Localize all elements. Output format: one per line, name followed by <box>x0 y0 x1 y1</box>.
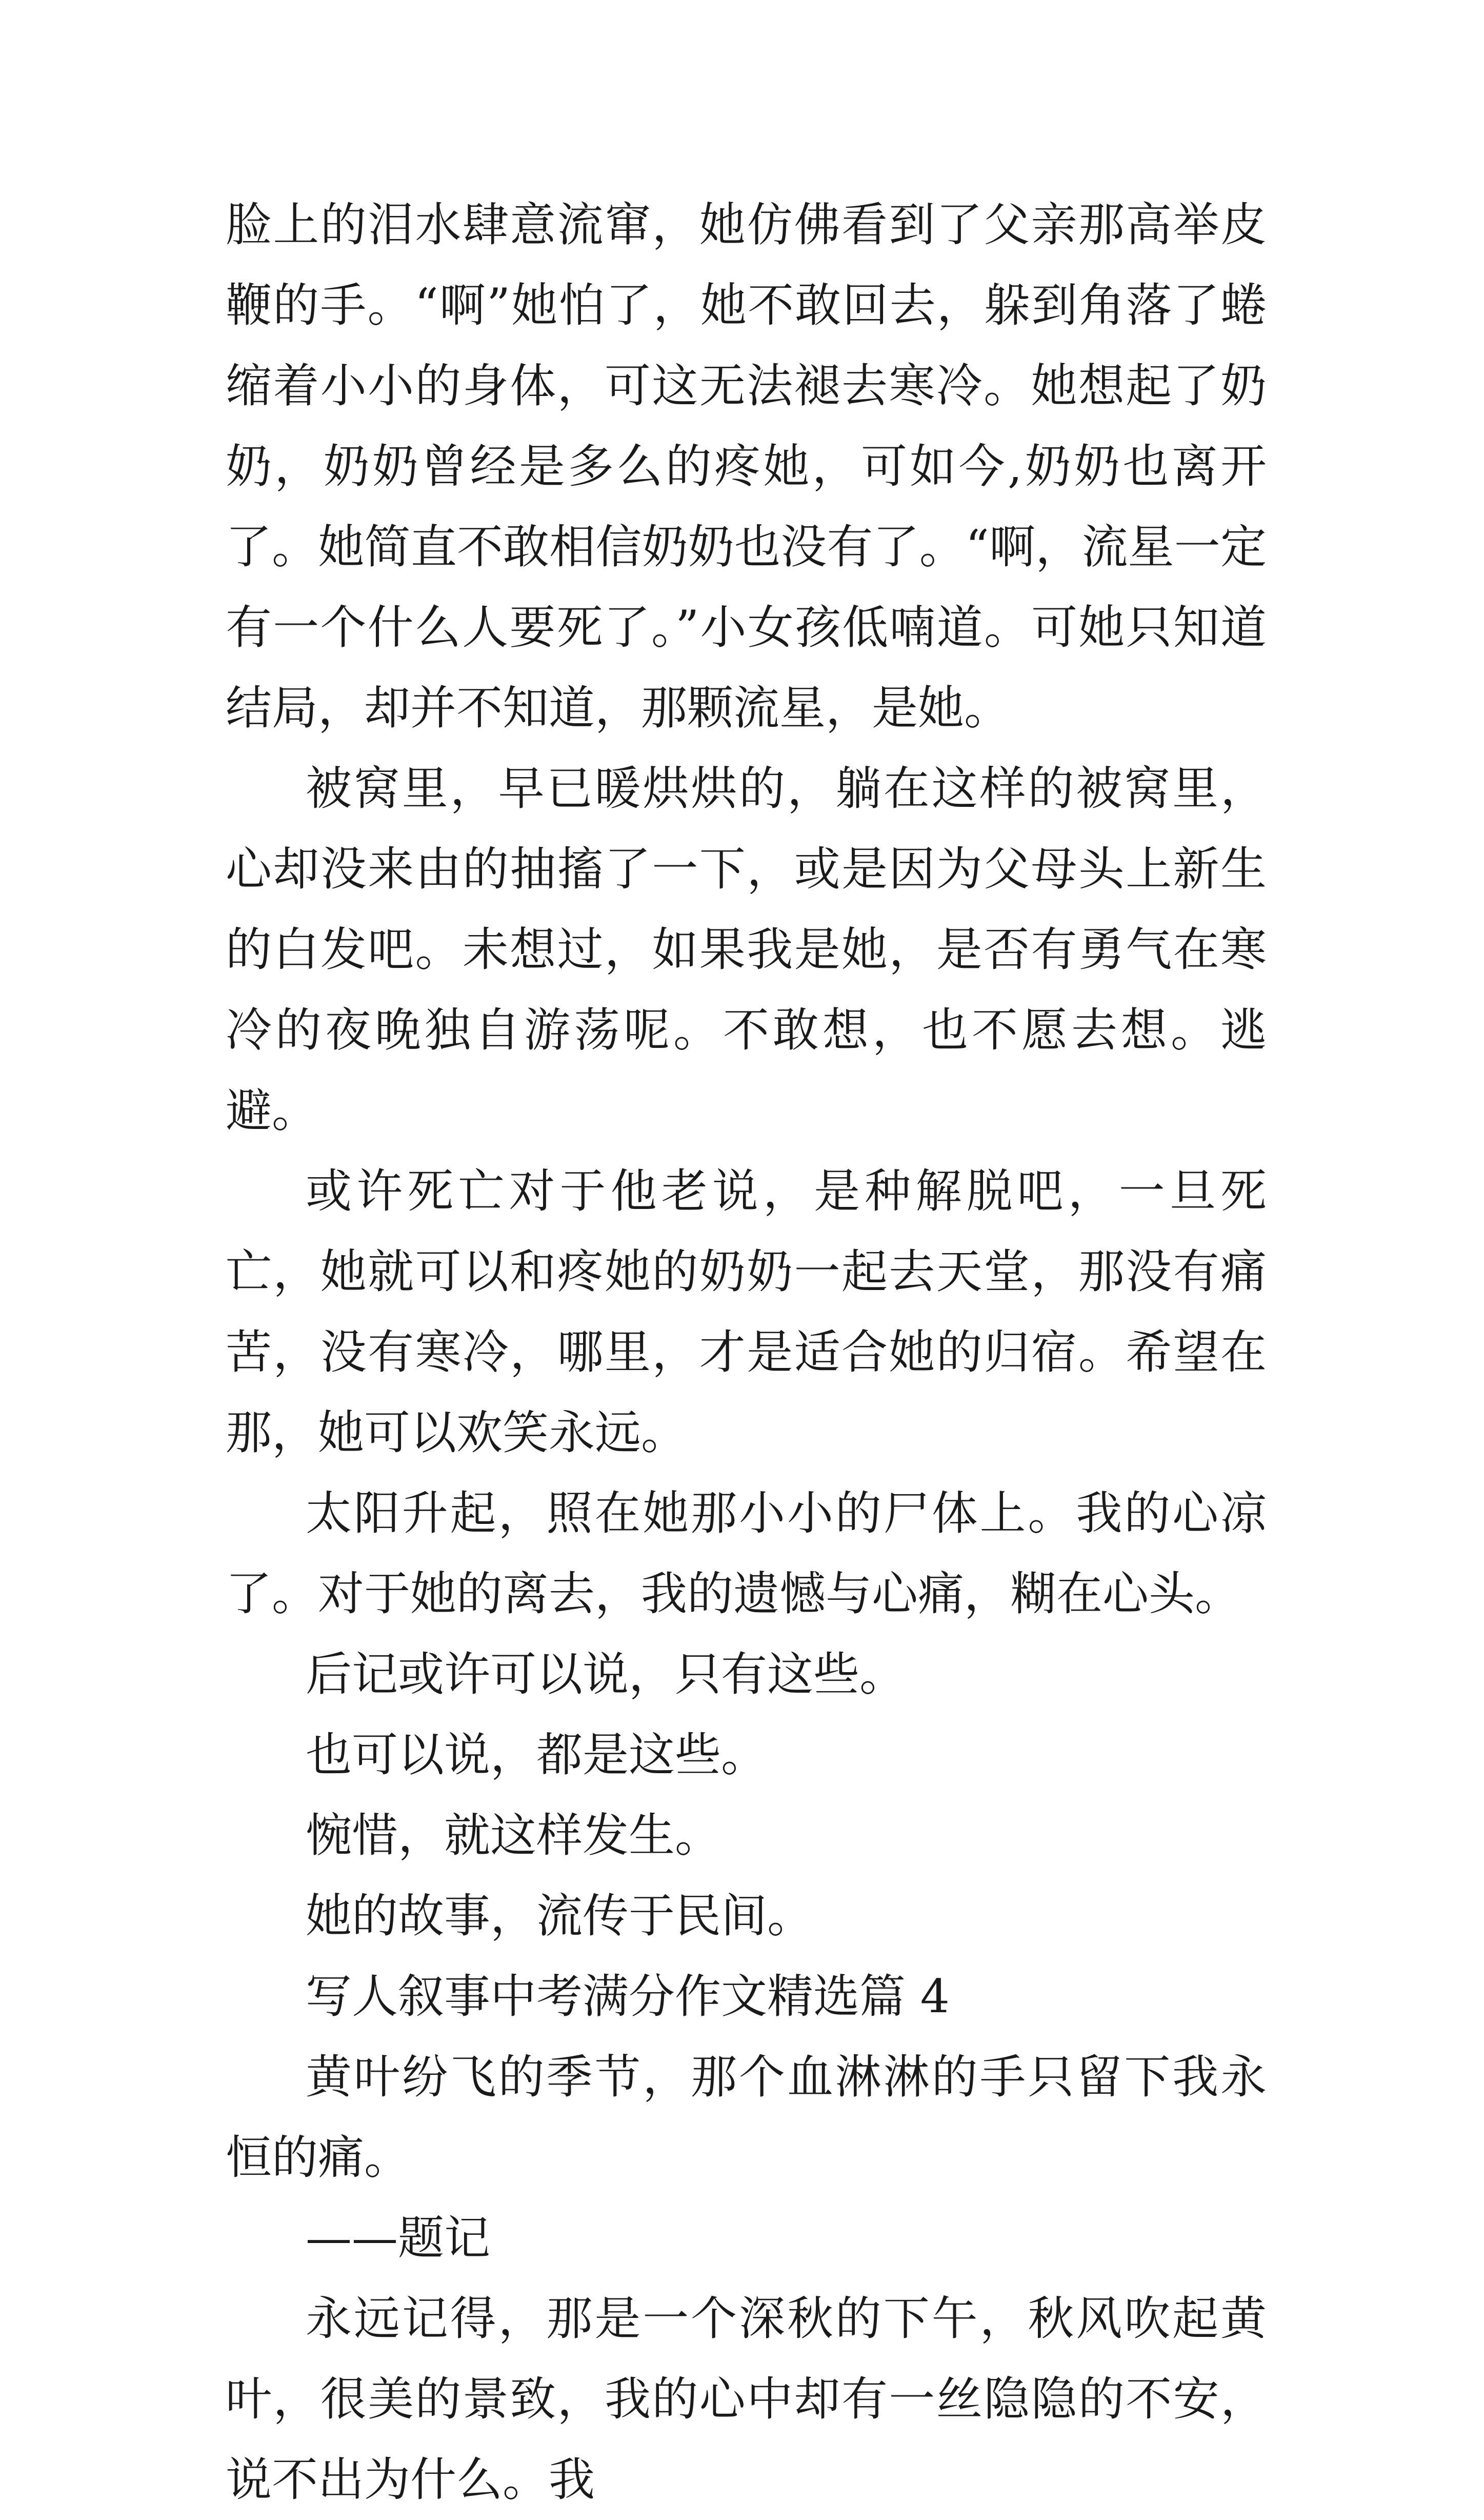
paragraph-6: 也可以说，都是这些。 <box>306 1728 767 1782</box>
paragraph-7: 惋惜，就这样发生。 <box>306 1809 721 1862</box>
paragraph-3: 或许死亡对于他老说，是种解脱吧，一旦死亡，她就可以和疼她的奶奶一起去天堂，那没有痛苦，没有寒冷，哪里，才是适合她的归宿。希望在那，她可以欢笑永远。 <box>226 1164 1267 1460</box>
paragraph-2: 被窝里，早已暖烘烘的，躺在这样的被窝里，心却没来由的抽搐了一下，或是因为父母头上新生的白发吧。未想过，如果我是她，是否有勇气在寒冷的夜晚独自游荡呢。不敢想，也不愿去想。逃避。 <box>226 762 1267 1138</box>
section-heading: 写人叙事中考满分作文精选篇 4 <box>306 1970 950 2023</box>
epigraph-attribution: ——题记 <box>306 2211 490 2265</box>
paragraph-5: 后记或许可以说，只有这些。 <box>306 1648 906 1701</box>
epigraph: 黄叶纷飞的季节，那个血淋淋的手只留下我永恒的痛。 <box>226 2050 1267 2185</box>
paragraph-12: 永远记得，那是一个深秋的下午，秋风吹起黄叶，很美的景致，我的心中却有一丝隐隐的不安，说不出为什么。我 <box>226 2292 1267 2507</box>
document-body <box>226 185 1267 2520</box>
paragraph-4: 太阳升起，照在她那小小的尸体上。我的心凉了。对于她的离去，我的遗憾与心痛，糊在心头。 <box>226 1486 1267 1621</box>
paragraph-8: 她的故事，流传于民间。 <box>306 1889 813 1943</box>
paragraph-1: 脸上的泪水肆意流窜，她仿佛看到了父亲那高举皮鞭的手。“啊”她怕了，她不敢回去，躲到角落了蜷缩着小小的身体，可这无法褪去寒冷。她想起了奶奶，奶奶曾经是多么的疼她，可如今,奶奶也离开了。她简直不敢相信奶奶也没有了。“啊，流星一定有一个什么人要死了。”小女孩低喃道。可她只知道结局，却并不知道，那颗流星，是她。 <box>226 198 1267 735</box>
